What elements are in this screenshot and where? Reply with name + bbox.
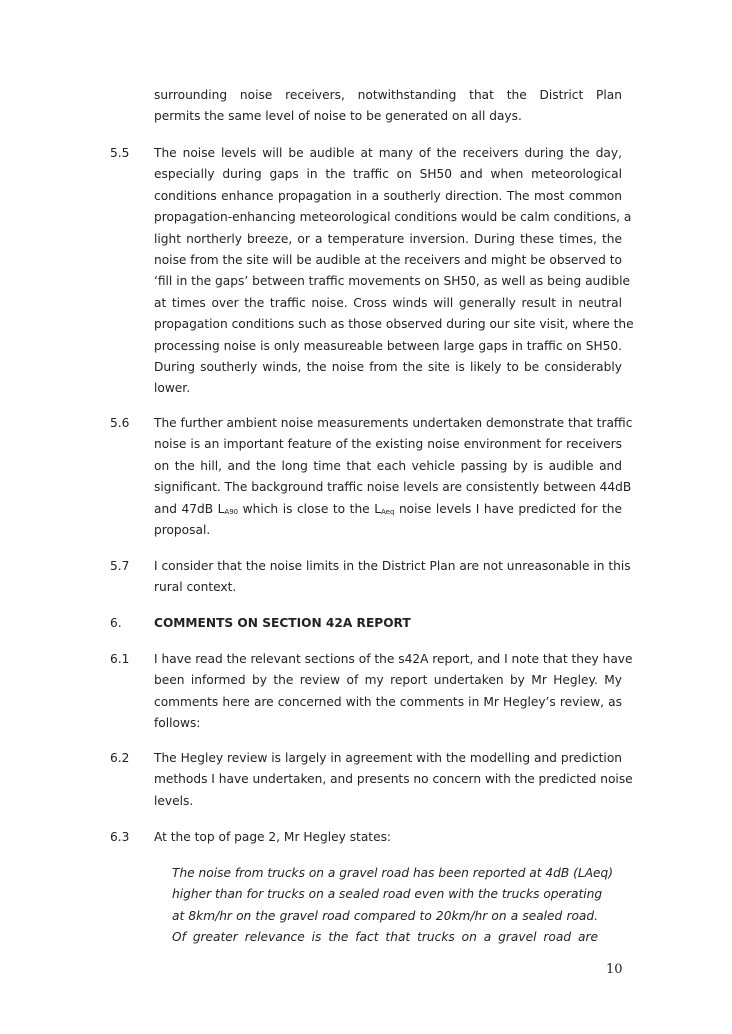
text-line: rural context. xyxy=(154,580,237,595)
text-line: been informed by the review of my report undertaken by Mr Hegley. My xyxy=(154,673,622,688)
paragraph-number-6-2: 6.2 xyxy=(110,751,130,765)
text-fragment: and 47dB L xyxy=(154,501,225,516)
text-line: methods I have undertaken, and presents no concern with the predicted noise xyxy=(154,772,633,787)
text-line: noise is an important feature of the existing noise environment for receivers xyxy=(154,437,622,452)
subscript-aeq: Aeq xyxy=(381,507,395,516)
text-line: significant. The background traffic noise levels are consistently between 44dB xyxy=(154,480,632,495)
text-line: processing noise is only measureable between large gaps in traffic on SH50. xyxy=(154,338,622,353)
text-line: levels. xyxy=(154,793,194,808)
text-line: especially during gaps in the traffic on SH50 and when meteorological xyxy=(154,167,622,182)
text-line: The further ambient noise measurements undertaken demonstrate that traffic xyxy=(154,416,633,430)
text-line: conditions enhance propagation in a southerly direction. The most common xyxy=(154,188,622,203)
paragraph-5-5 xyxy=(154,143,634,400)
text-line: comments here are concerned with the comments in Mr Hegley’s review, as xyxy=(154,694,622,709)
intro-paragraph xyxy=(154,85,622,128)
text-fragment: noise levels I have predicted for the xyxy=(394,501,623,516)
quote-line: The noise from trucks on a gravel road has been reported at 4dB (LAeq) xyxy=(172,866,614,880)
text-line: The Hegley review is largely in agreement with the modelling and prediction xyxy=(154,751,622,765)
paragraph-number-5-5: 5.5 xyxy=(110,146,130,160)
text-line: lower. xyxy=(154,381,191,396)
text-line: noise from the site will be audible at the receivers and might be observed to xyxy=(154,252,622,267)
paragraph-5-7 xyxy=(154,556,631,599)
paragraph-number-6-3: 6.3 xyxy=(110,830,130,844)
text-line: At the top of page 2, Mr Hegley states: xyxy=(154,830,392,844)
text-line: surrounding noise receivers, notwithstanding that the District Plan xyxy=(154,88,622,102)
page-number: 10 xyxy=(606,962,623,977)
text-line: light northerly breeze, or a temperature inversion. During these times, the xyxy=(154,231,622,246)
text-line: proposal. xyxy=(154,522,211,537)
text-line: propagation conditions such as those observed during our site visit, where the xyxy=(154,317,634,332)
quote-line: higher than for trucks on a sealed road even with the trucks operating xyxy=(172,887,603,902)
text-line: ‘fill in the gaps’ between traffic movements on SH50, as well as being audible xyxy=(154,274,631,289)
paragraph-5-6 xyxy=(154,413,633,541)
quote-line: Of greater relevance is the fact that trucks on a gravel road are xyxy=(172,930,598,945)
text-fragment: which is close to the L xyxy=(238,501,381,516)
section-heading: COMMENTS ON SECTION 42A REPORT xyxy=(154,616,411,630)
text-line: During southerly winds, the noise from the site is likely to be considerably xyxy=(154,359,622,374)
text-line: propagation-enhancing meteorological conditions would be calm conditions, a xyxy=(154,210,632,225)
subscript-a90: A90 xyxy=(224,507,239,516)
text-line: permits the same level of noise to be generated on all days. xyxy=(154,109,522,124)
block-quote xyxy=(172,863,614,949)
section-number-6: 6. xyxy=(110,616,122,630)
text-line: The noise levels will be audible at many of the receivers during the day, xyxy=(154,146,622,160)
paragraph-6-2 xyxy=(154,748,633,812)
paragraph-number-6-1: 6.1 xyxy=(110,652,130,666)
paragraph-6-3 xyxy=(154,827,622,848)
paragraph-6-1 xyxy=(154,649,633,735)
paragraph-number-5-6: 5.6 xyxy=(110,416,130,430)
text-line: follows: xyxy=(154,716,201,731)
paragraph-number-5-7: 5.7 xyxy=(110,559,130,573)
text-line: on the hill, and the long time that each vehicle passing by is audible and xyxy=(154,458,622,473)
quote-line: at 8km/hr on the gravel road compared to 20km/hr on a sealed road. xyxy=(172,908,598,923)
text-line: at times over the traffic noise. Cross winds will generally result in neutral xyxy=(154,295,622,310)
text-line-with-subscripts xyxy=(154,499,622,520)
text-line: I have read the relevant sections of the s42A report, and I note that they have xyxy=(154,652,633,666)
text-line: I consider that the noise limits in the District Plan are not unreasonable in this xyxy=(154,559,631,573)
